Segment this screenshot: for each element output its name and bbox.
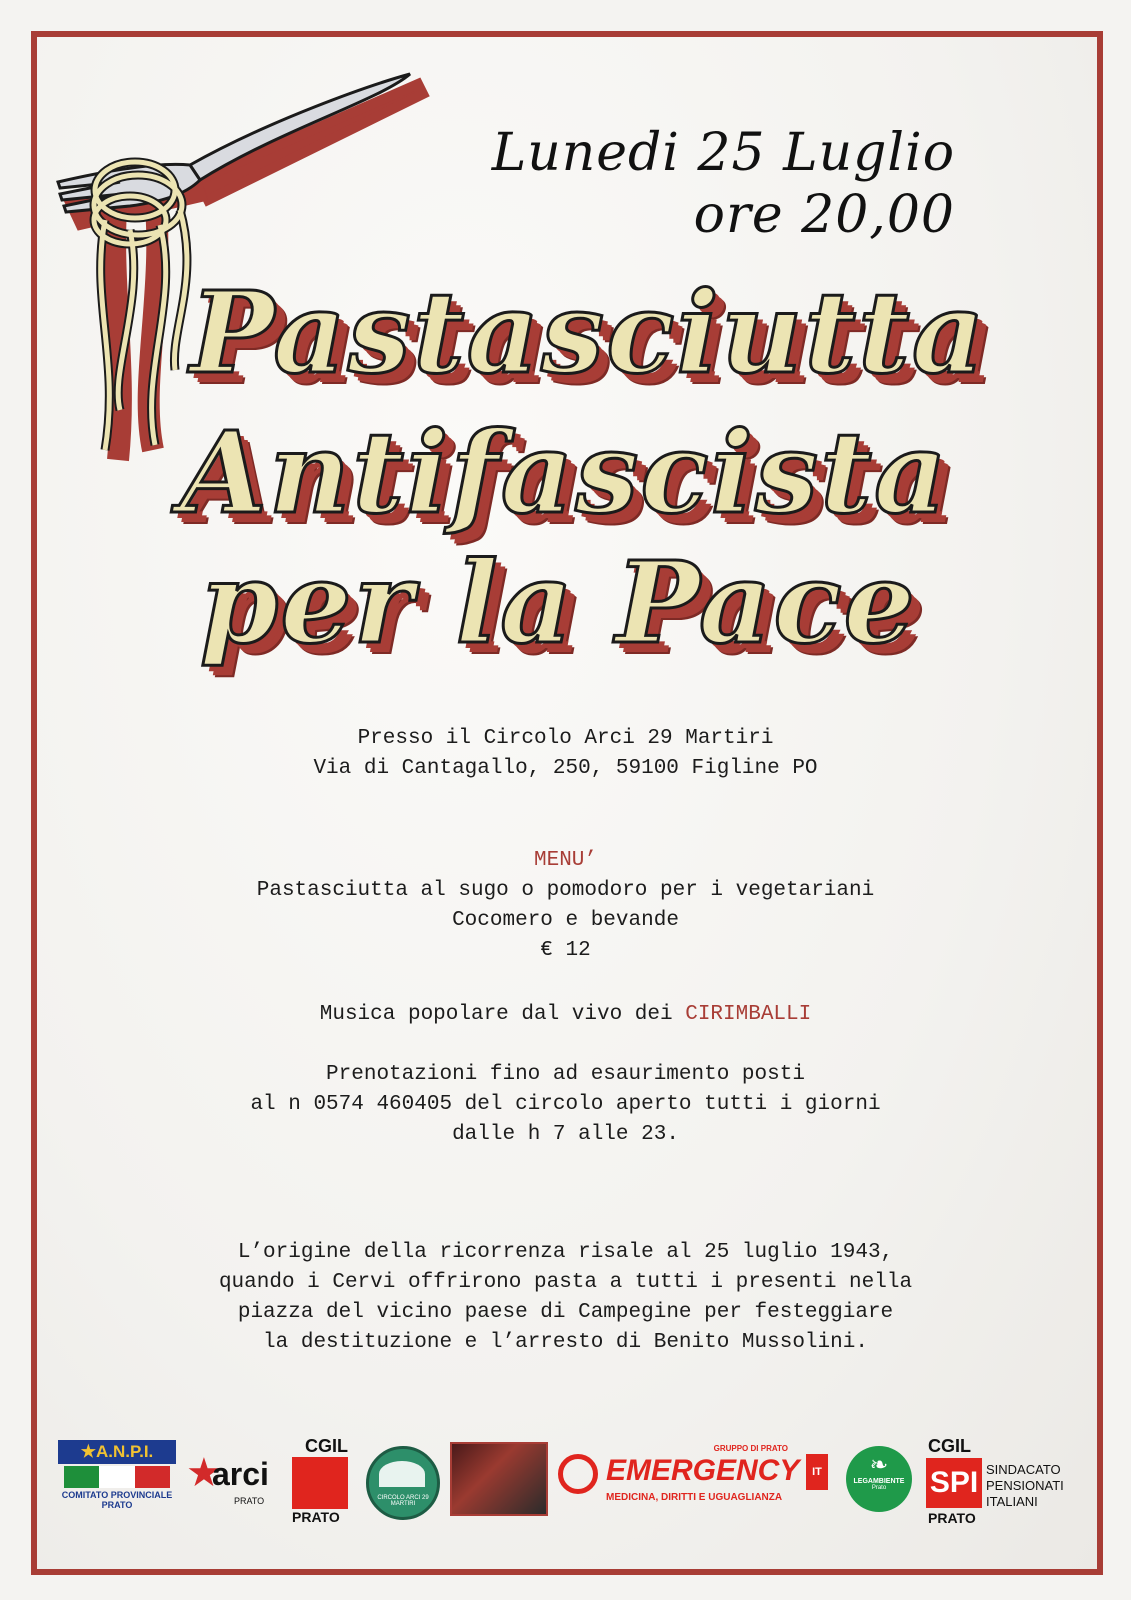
band-name: CIRIMBALLI: [685, 1003, 812, 1026]
history-block: [0, 1238, 1131, 1358]
menu-price: € 12: [540, 939, 591, 962]
menu-item-pasta: Pastasciutta al sugo o pomodoro per i vegetariani: [256, 879, 875, 902]
emergency-logo: GRUPPO DI PRATO EMERGENCY IT MEDICINA, DIRITTI E UGUAGLIANZA: [558, 1444, 828, 1514]
booking-line-3: dalle h 7 alle 23.: [452, 1123, 679, 1146]
history-line-2: quando i Cervi offrirono pasta a tutti i presenti nella: [218, 1271, 913, 1294]
menu-item-extras: Cocomero e bevande: [452, 909, 679, 932]
spi-cgil-logo: CGIL SPI SINDACATO PENSIONATI ITALIANI PRATO: [928, 1436, 1064, 1526]
music-line: [0, 1000, 1131, 1030]
history-line-4: la destituzione e l’arresto di Benito Mussolini.: [263, 1331, 868, 1354]
circolo-logo: CIRCOLO ARCI 29 MARTIRI: [366, 1446, 440, 1520]
sponsor-logos: [0, 1436, 1131, 1530]
music-text: Musica popolare dal vivo dei: [319, 1003, 686, 1026]
wave-icon: [379, 1461, 425, 1487]
event-date: [492, 122, 955, 246]
arci-logo: ★ arci PRATO: [186, 1451, 269, 1506]
venue-address: Via di Cantagallo, 250, 59100 Figline PO: [313, 757, 818, 780]
title-line-2: Antifascista: [180, 408, 949, 539]
venue-block: [0, 724, 1131, 784]
booking-line-1: Prenotazioni fino ad esaurimento posti: [326, 1063, 805, 1086]
history-line-1: L’origine della ricorrenza risale al 25 luglio 1943,: [237, 1241, 894, 1264]
venue-name: Presso il Circolo Arci 29 Martiri: [357, 727, 774, 750]
italian-flag-icon: [64, 1466, 170, 1488]
history-line-3: piazza del vicino paese di Campegine per festeggiare: [237, 1301, 894, 1324]
event-day: Lunedi 25 Luglio: [491, 123, 955, 183]
anpi-logo: ★A.N.P.I. COMITATO PROVINCIALE PRATO: [58, 1440, 176, 1530]
partner-photo-logo: [450, 1442, 548, 1516]
emergency-e-icon: [558, 1454, 598, 1494]
booking-block: [0, 1060, 1131, 1150]
red-star-icon: ★: [186, 1451, 222, 1495]
leaf-icon: ❧: [869, 1452, 889, 1477]
cgil-logo: CGIL PRATO: [292, 1436, 348, 1525]
menu-block: [0, 846, 1131, 966]
menu-heading: MENU’: [533, 849, 597, 872]
title-line-1: Pastasciutta: [190, 268, 987, 399]
event-time: ore 20,00: [693, 185, 955, 245]
title-line-3: per la Pace: [200, 538, 917, 669]
booking-line-2: al n 0574 460405 del circolo aperto tutti i giorni: [250, 1093, 881, 1116]
legambiente-logo: ❧ LEGAMBIENTE Prato: [846, 1446, 912, 1512]
